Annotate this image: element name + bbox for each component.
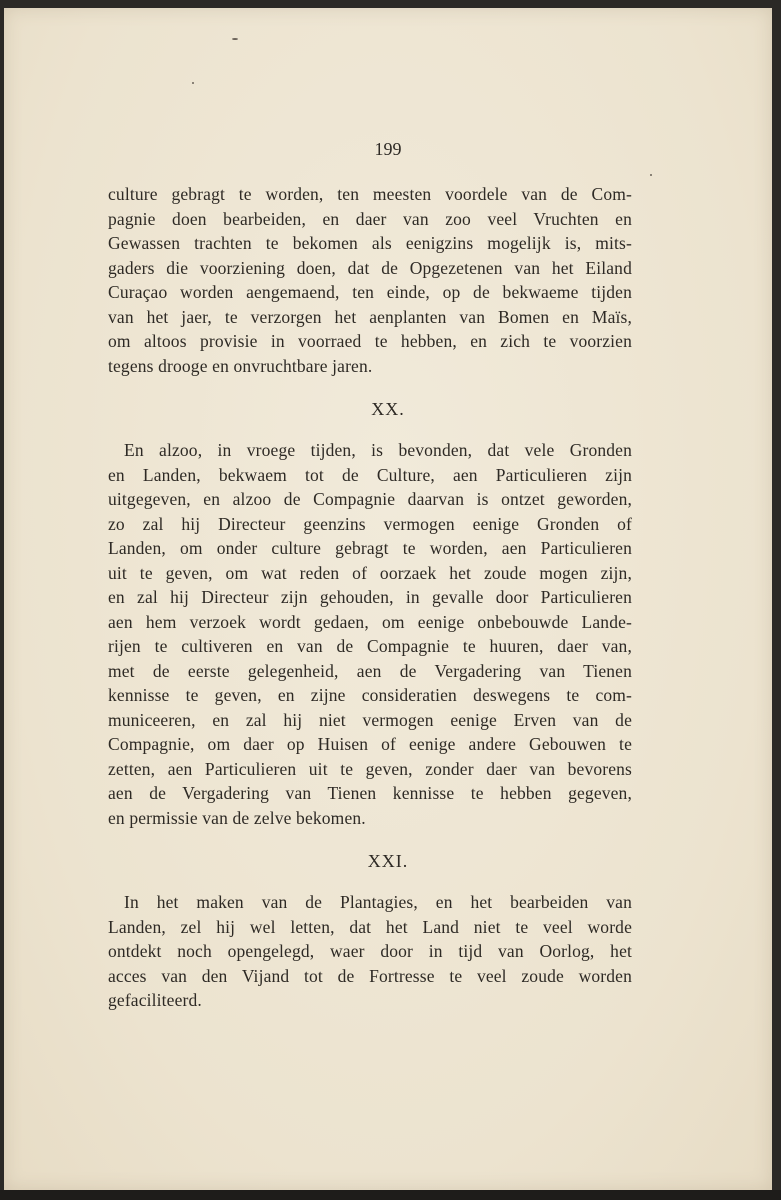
text-line: En alzoo, in vroege tijden, is bevonden, dat vele Gronden — [124, 440, 632, 460]
text-line: Landen, zel hij wel letten, dat het Land niet te veel worde — [108, 916, 632, 937]
text-line: en Landen, bekwaem tot de Culture, aen Particulieren zijn — [108, 464, 632, 485]
text-line: met de eerste gelegenheid, aen de Vergadering van Tienen — [108, 660, 632, 681]
text-line: en zal hij Directeur zijn gehouden, in gevalle door Particulieren — [108, 587, 632, 607]
paragraph-1 — [108, 182, 632, 378]
paper-speck — [192, 82, 194, 84]
paper-speck — [232, 38, 238, 40]
text-line: Landen, om onder culture gebragt te worden, aen Particulieren — [108, 538, 632, 558]
text-line: acces van den Vijand tot de Fortresse te veel zoude worden — [108, 965, 632, 986]
paper-speck — [650, 174, 652, 176]
paragraph-3 — [108, 890, 632, 1013]
text-line: culture gebragt te worden, ten meesten voordele van de Com- — [108, 184, 632, 204]
text-line: ontdekt noch opengelegd, waer door in tijd van Oorlog, het — [108, 941, 632, 961]
text-line: kennisse te geven, en zijne consideratien deswegens te com- — [108, 685, 632, 705]
text-line: gefaciliteerd. — [108, 990, 202, 1010]
text-line: aen hem verzoek wordt gedaen, om eenige onbebouwde Lande- — [108, 611, 632, 632]
text-line: municeeren, en zal hij niet vermogen eenige Erven van de — [108, 709, 632, 730]
text-line: van het jaer, te verzorgen het aenplanten van Bomen en Maïs, — [108, 306, 632, 327]
text-line: rijen te cultiveren en van de Compagnie te huuren, daer van, — [108, 636, 632, 656]
text-line: Compagnie, om daer op Huisen of eenige andere Gebouwen te — [108, 734, 632, 754]
text-line: zetten, aen Particulieren uit te geven, zonder daer van bevorens — [108, 758, 632, 779]
text-line: tegens drooge en onvruchtbare jaren. — [108, 355, 373, 376]
paragraph-2 — [108, 438, 632, 830]
text-line: zo zal hij Directeur geenzins vermogen eenige Gronden of — [108, 513, 632, 534]
text-line: In het maken van de Plantagies, en het bearbeiden van — [124, 892, 632, 912]
text-line: en permissie van de zelve bekomen. — [108, 807, 366, 828]
text-line: om altoos provisie in voorraed te hebben, en zich te voorzien — [108, 331, 632, 351]
text-line: aen de Vergadering van Tienen kennisse te hebben gegeven, — [108, 783, 632, 803]
book-page — [4, 8, 772, 1190]
text-line: pagnie doen bearbeiden, en daer van zoo veel Vruchten en — [108, 208, 632, 229]
text-line: Curaçao worden aengemaend, ten einde, op de bekwaeme tijden — [108, 282, 632, 302]
text-line: Gewassen trachten te bekomen als eenigzins mogelijk is, mits- — [108, 233, 632, 253]
scan-bottom-edge — [0, 1190, 781, 1200]
text-line: uit te geven, om wat reden of oorzaek het zoude mogen zijn, — [108, 562, 632, 583]
section-heading-xxi: XXI. — [367, 851, 409, 871]
text-line: gaders die voorziening doen, dat de Opgezetenen van het Eiland — [108, 257, 632, 278]
page-number: 199 — [374, 139, 402, 159]
text-line: uitgegeven, en alzoo de Compagnie daarvan is ontzet geworden, — [108, 489, 632, 509]
section-heading-xx: XX. — [371, 399, 405, 419]
